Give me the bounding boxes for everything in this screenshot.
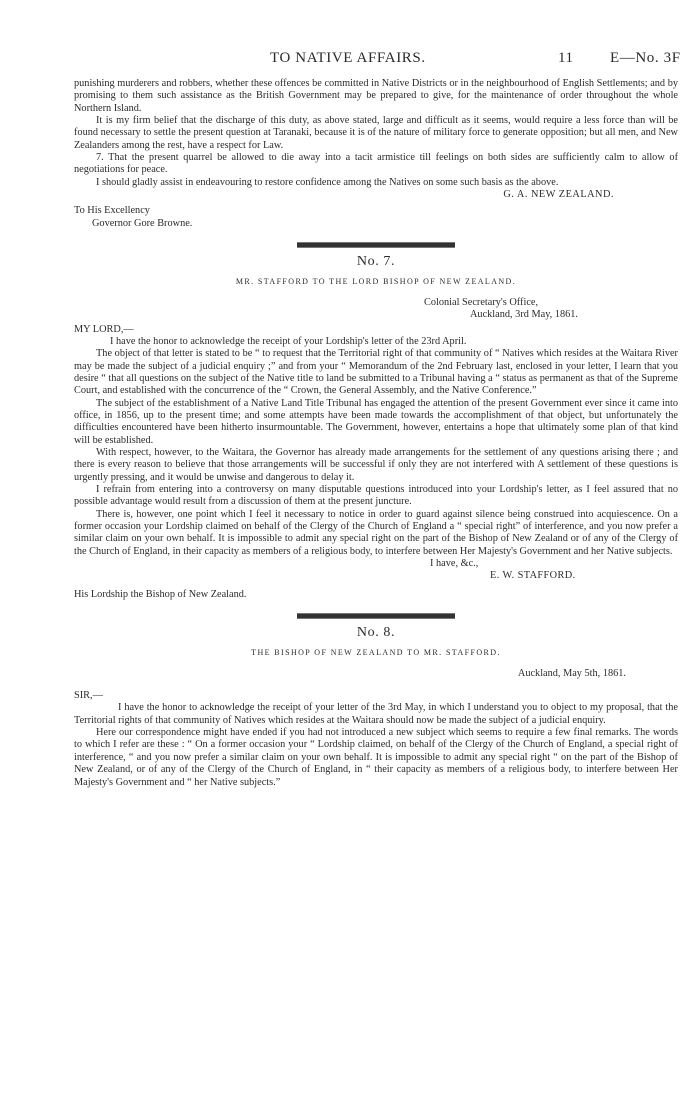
- letter7-paragraph-5: I refrain from entering into a controversy on many disputable questions introduced into your Lordship's letter, as I feel assured that no possible advantage would result from a discussion of them at the present juncture.: [74, 483, 678, 508]
- letter7-office: Colonial Secretary's Office,: [424, 296, 539, 308]
- letter7-number: No. 7.: [356, 254, 396, 270]
- page-number: 11: [558, 50, 574, 66]
- letter8-subtitle: THE BISHOP OF NEW ZEALAND TO MR. STAFFORD.: [251, 648, 501, 658]
- document-body: [74, 78, 678, 789]
- letter7-salutation: MY LORD,—: [74, 323, 134, 335]
- letter8-number: No. 8.: [356, 625, 396, 641]
- letter7-paragraph-3: The subject of the establishment of a Native Land Title Tribunal has engaged the attention of the present Government ever since it came into office, in 1856, up to the present time; and some attempts have been made towards the accomplishment of that object, but unfortunately the difficulties encountered have been hitherto insurmountable. The Government, however, entertains a hope that ultimately some plan of that kind will be established.: [74, 397, 678, 446]
- page-header: [70, 50, 700, 72]
- letter8-paragraph-1: I have the honor to acknowledge the receipt of your letter of the 3rd May, in which I understand you to object to my proposal, that the Territorial rights of that community of Natives which resides at the Waitara should now be made the subject of a judicial enquiry.: [74, 702, 678, 726]
- letter7-signature: E. W. STAFFORD.: [490, 570, 576, 582]
- letter6-paragraph-2: It is my firm belief that the discharge of this duty, as above stated, large and difficult as it seems, would require a less force than will be found necessary to settle the present question at Taranaki, because it is of the nature of military force to generate opposition; but all men, and New Zealanders among the rest, have a respect for Law.: [74, 115, 678, 151]
- letter6-signature: G. A. NEW ZEALAND.: [503, 189, 614, 201]
- letter6-address-line-2: Governor Gore Browne.: [92, 217, 193, 229]
- letter7-paragraph-1: I have the honor to acknowledge the receipt of your Lordship's letter of the 23rd April.: [110, 335, 467, 347]
- letter7-paragraph-6: There is, however, one point which I feel it necessary to notice in order to guard against silence being construed into acquiescence. On a former occasion your Lordship claimed on behalf of the Clergy of the Church of England a “ special right” of interference, and you now prefer a similar claim on your own behalf. It is impossible to admit any special right on the part of the Bishop of New Zealand or of any of the Clergy of the Church of England, in their capacity as members of a religious body, to interfere between Her Majesty's Government and her Native subjects.: [74, 508, 678, 557]
- letter7-paragraph-4: With respect, however, to the Waitara, the Governor has already made arrangements for the settlement of any questions arising there ; and there is every reason to believe that those arrangements will be successful if only they are not interfered with A settlement of these questions is urgently pressing, and it would be unwise and dangerous to delay it.: [74, 446, 678, 483]
- letter6-paragraph-1: punishing murderers and robbers, whether these offences be committed in Native Districts or in the neighbourhood of English Settlements; and by promising to them such assistance as the British Government may be prepared to give, for the maintenance of order throughout the whole Northern Island.: [74, 78, 678, 114]
- letter7-paragraph-2: The object of that letter is stated to be “ to request that the Territorial right of that community of “ Natives which resides at the Waitara River may be made the subject of a judicial enquiry ;” and from your “ Memorandum of the 2nd February last, enclosed in your letter, I learn that you desire “ that all questions on the subject of the Native title to land be submitted to a Tribunal having a “ status as permanent as that of the Supreme Court, and established with the concurrence of the “ Crown, the General Assembly, and the Native Conference.”: [74, 348, 678, 397]
- letter6-address-line-1: To His Excellency: [74, 205, 150, 217]
- paper-reference: E—No. 3F: [610, 50, 681, 66]
- letter8-paragraph-2: Here our correspondence might have ended if you had not introduced a new subject which seems to require a few final remarks. The words to which I refer are these : “ On a former occasion your “ Lordship claimed, on behalf of the Clergy of the Church of England, a special right of interference, “ and you now prefer a similar claim on your own behalf. It is impossible to admit any special right “ on the part of the Bishop of New Zealand, or of any of the Clergy of the Church of England, in “ their capacity as members of a religious body, to interfere between Her Majesty's Government and “ her Native subjects.”: [74, 727, 678, 788]
- letter7-closing: I have, &c.,: [430, 558, 479, 570]
- letter6-paragraph-3: 7. That the present quarrel be allowed to die away into a tacit armistice till feelings on both sides are sufficiently calm to allow of negotiations for peace.: [74, 152, 678, 176]
- section-divider: [297, 242, 455, 248]
- letter8-date: Auckland, May 5th, 1861.: [517, 667, 626, 679]
- letter8-salutation: SIR,—: [74, 690, 103, 702]
- letter6-paragraph-4: I should gladly assist in endeavouring to restore confidence among the Natives on some such basis as the above.: [96, 176, 559, 188]
- letter7-date: Auckland, 3rd May, 1861.: [470, 309, 579, 321]
- letter7-addressee: His Lordship the Bishop of New Zealand.: [74, 588, 247, 600]
- page-header-title: TO NATIVE AFFAIRS.: [270, 50, 426, 66]
- letter7-subtitle: MR. STAFFORD TO THE LORD BISHOP OF NEW ZEALAND.: [235, 277, 517, 287]
- section-divider: [297, 613, 455, 619]
